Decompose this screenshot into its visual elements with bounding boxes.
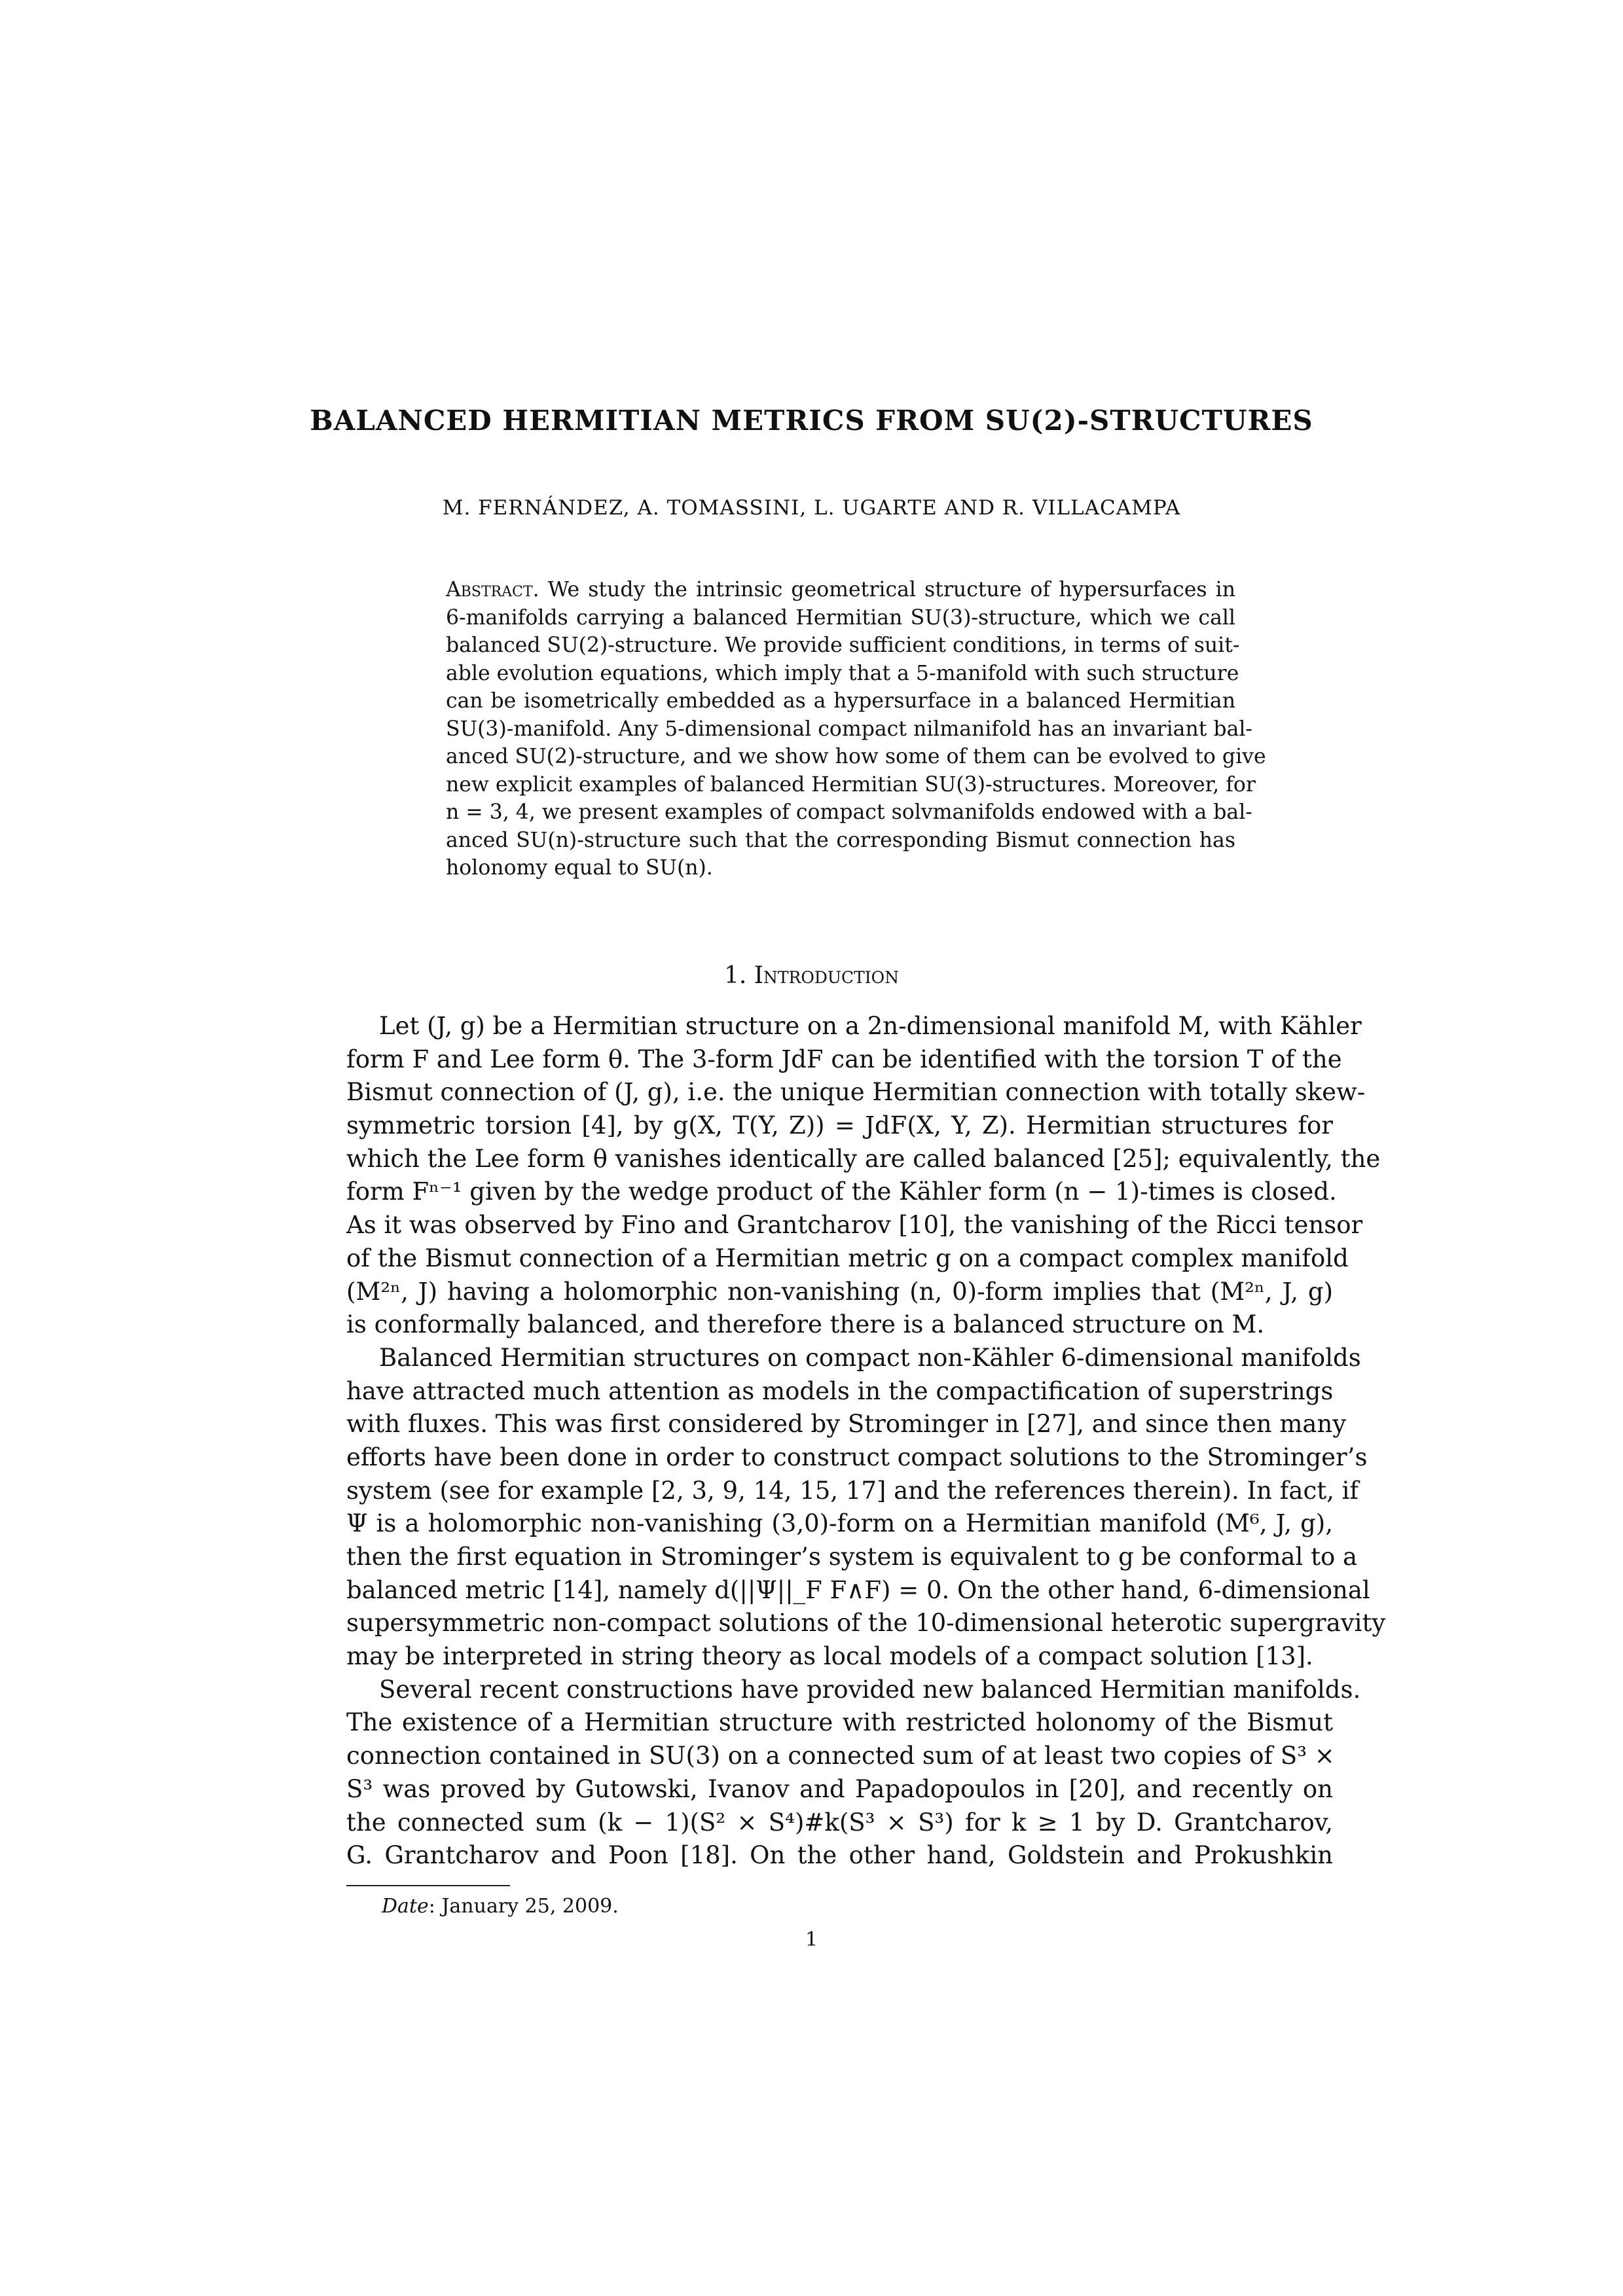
body-line: Bismut connection of (J, g), i.e. the unique Hermitian connection with totally skew- xyxy=(346,1078,1366,1107)
body-line: balanced metric [14], namely d(||Ψ||_F F∧F) = 0. On the other hand, 6-dimensional xyxy=(346,1575,1370,1604)
abstract-line: anced SU(2)-structure, and we show how some of them can be evolved to give xyxy=(446,745,1266,768)
body-line: Let (J, g) be a Hermitian structure on a 2n-dimensional manifold M, with Kähler xyxy=(379,1012,1362,1040)
section-heading xyxy=(0,962,1623,989)
abstract-line: n = 3, 4, we present examples of compact solvmanifolds endowed with a bal- xyxy=(446,800,1252,824)
abstract-label: Abstract. xyxy=(446,578,539,601)
abstract-line: balanced SU(2)-structure. We provide sufficient conditions, in terms of suit- xyxy=(446,634,1240,657)
body-line: G. Grantcharov and Poon [18]. On the other hand, Goldstein and Prokushkin xyxy=(346,1841,1333,1870)
body-line: which the Lee form θ vanishes identically are called balanced [25]; equivalently, the xyxy=(346,1144,1381,1173)
section-title: Introduction xyxy=(754,962,900,989)
body-line: may be interpreted in string theory as local models of a compact solution [13]. xyxy=(346,1642,1313,1671)
body-line: (M²ⁿ, J) having a holomorphic non-vanishing (n, 0)-form implies that (M²ⁿ, J, g) xyxy=(346,1277,1333,1306)
body-line: form F and Lee form θ. The 3-form JdF can be identified with the torsion T of the xyxy=(346,1045,1342,1073)
body-text xyxy=(346,1010,1386,1873)
body-line: the connected sum (k − 1)(S² × S⁴)#k(S³ × S³) for k ≥ 1 by D. Grantcharov, xyxy=(346,1808,1333,1837)
body-line: is conformally balanced, and therefore there is a balanced structure on M. xyxy=(346,1310,1265,1339)
body-line: have attracted much attention as models in the compactification of superstrings xyxy=(346,1376,1334,1405)
abstract-line: SU(3)-manifold. Any 5-dimensional compact nilmanifold has an invariant bal- xyxy=(446,717,1253,741)
footnote xyxy=(382,1895,619,1918)
body-line: form Fⁿ⁻¹ given by the wedge product of the Kähler form (n − 1)-times is closed. xyxy=(346,1177,1337,1206)
body-line: supersymmetric non-compact solutions of the 10-dimensional heterotic supergravity xyxy=(346,1609,1386,1638)
abstract-line: able evolution equations, which imply that a 5-manifold with such structure xyxy=(446,661,1239,685)
paper-title: BALANCED HERMITIAN METRICS FROM SU(2)-STRUCTURES xyxy=(310,404,1313,437)
page-number: 1 xyxy=(805,1928,818,1951)
abstract xyxy=(446,576,1266,882)
body-line: symmetric torsion [4], by g(X, T(Y, Z)) = JdF(X, Y, Z). Hermitian structures for xyxy=(346,1111,1333,1140)
body-line: efforts have been done in order to construct compact solutions to the Strominger’s xyxy=(346,1443,1368,1471)
footnote-rule xyxy=(346,1885,510,1886)
body-line: with fluxes. This was first considered by Strominger in [27], and since then many xyxy=(346,1410,1347,1439)
abstract-line: anced SU(n)-structure such that the corresponding Bismut connection has xyxy=(446,828,1235,852)
abstract-line: Abstract. We study the intrinsic geometrical structure of hypersurfaces in xyxy=(446,578,1235,601)
footnote-label: Date xyxy=(382,1895,429,1918)
body-line: of the Bismut connection of a Hermitian metric g on a compact complex manifold xyxy=(346,1244,1349,1272)
body-line: then the first equation in Strominger’s system is equivalent to g be conformal to a xyxy=(346,1543,1358,1571)
body-line: system (see for example [2, 3, 9, 14, 15, 17] and the references therein). In fact, if xyxy=(346,1476,1359,1505)
abstract-line: can be isometrically embedded as a hypersurface in a balanced Hermitian xyxy=(446,689,1235,713)
abstract-line: new explicit examples of balanced Hermitian SU(3)-structures. Moreover, for xyxy=(446,772,1256,797)
footnote-text: : January 25, 2009. xyxy=(428,1895,619,1918)
body-line: As it was observed by Fino and Grantcharov [10], the vanishing of the Ricci tensor xyxy=(346,1211,1363,1240)
body-line: connection contained in SU(3) on a connected sum of at least two copies of S³ × xyxy=(346,1742,1335,1770)
abstract-line: holonomy equal to SU(n). xyxy=(446,856,713,880)
section-number: 1. xyxy=(723,962,747,989)
body-line: The existence of a Hermitian structure with restricted holonomy of the Bismut xyxy=(346,1708,1333,1737)
body-line: Ψ is a holomorphic non-vanishing (3,0)-form on a Hermitian manifold (M⁶, J, g), xyxy=(346,1509,1333,1538)
body-line: Several recent constructions have provided new balanced Hermitian manifolds. xyxy=(379,1675,1361,1704)
body-line: Balanced Hermitian structures on compact non-Kähler 6-dimensional manifolds xyxy=(379,1343,1361,1372)
body-line: S³ was proved by Gutowski, Ivanov and Papadopoulos in [20], and recently on xyxy=(346,1774,1333,1803)
paper-authors: M. FERNÁNDEZ, A. TOMASSINI, L. UGARTE AND R. VILLACAMPA xyxy=(442,496,1181,520)
abstract-line: 6-manifolds carrying a balanced Hermitian SU(3)-structure, which we call xyxy=(446,605,1235,630)
